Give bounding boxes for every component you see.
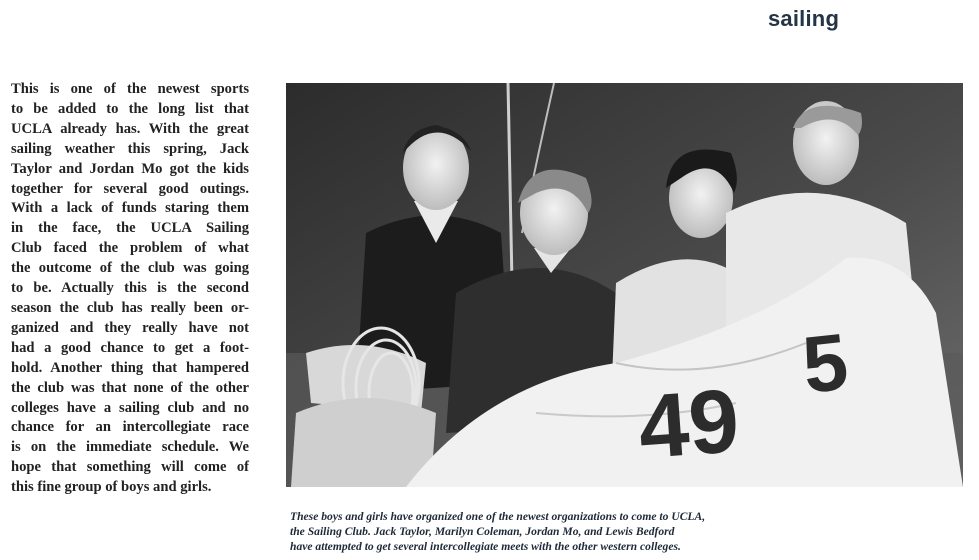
section-heading: sailing	[768, 6, 840, 31]
body-line: colleges have a sailing club and no	[11, 399, 249, 416]
body-line: sailing weather this spring, Jack	[11, 140, 249, 157]
caption-line: These boys and girls have organized one of the newest organizations to come to UCLA,	[290, 510, 706, 523]
body-line: this fine group of boys and girls.	[11, 479, 212, 496]
body-line: the outcome of the club was going	[11, 260, 249, 277]
body-line: ganized and they really have not	[11, 319, 249, 336]
body-line: chance for an intercollegiate race	[11, 419, 249, 436]
bag	[291, 398, 436, 487]
article-body	[11, 80, 249, 498]
body-line: to be. Actually this is the second	[11, 280, 249, 297]
caption-line: have attempted to get several intercollegiate meets with the other western colleges.	[290, 540, 681, 553]
body-line: With a lack of funds staring them	[11, 200, 249, 217]
body-line: had a good chance to get a foot-	[11, 339, 249, 356]
body-line: to be added to the long list that	[11, 100, 249, 117]
body-line: in the face, the UCLA Sailing	[11, 220, 249, 237]
body-line: together for several good outings.	[11, 180, 249, 197]
body-line: is on the immediate schedule. We	[11, 439, 249, 456]
body-line: season the club has really been or-	[11, 299, 249, 316]
body-line: hold. Another thing that hampered	[11, 359, 249, 376]
body-line: the club was that none of the other	[11, 379, 249, 396]
sail-number-bottom: 49	[635, 371, 743, 478]
body-line: This is one of the newest sports	[11, 81, 249, 97]
body-line: hope that something will come of	[11, 459, 249, 476]
sail-number-top: 5	[798, 316, 853, 410]
body-line: Taylor and Jordan Mo got the kids	[11, 160, 249, 177]
photo-caption	[290, 509, 870, 554]
caption-line: the Sailing Club. Jack Taylor, Marilyn Coleman, Jordan Mo, and Lewis Bedford	[290, 525, 675, 538]
body-line: Club faced the problem of what	[11, 240, 249, 257]
sailing-club-photo	[286, 83, 963, 487]
body-line: UCLA already has. With the great	[11, 120, 249, 137]
